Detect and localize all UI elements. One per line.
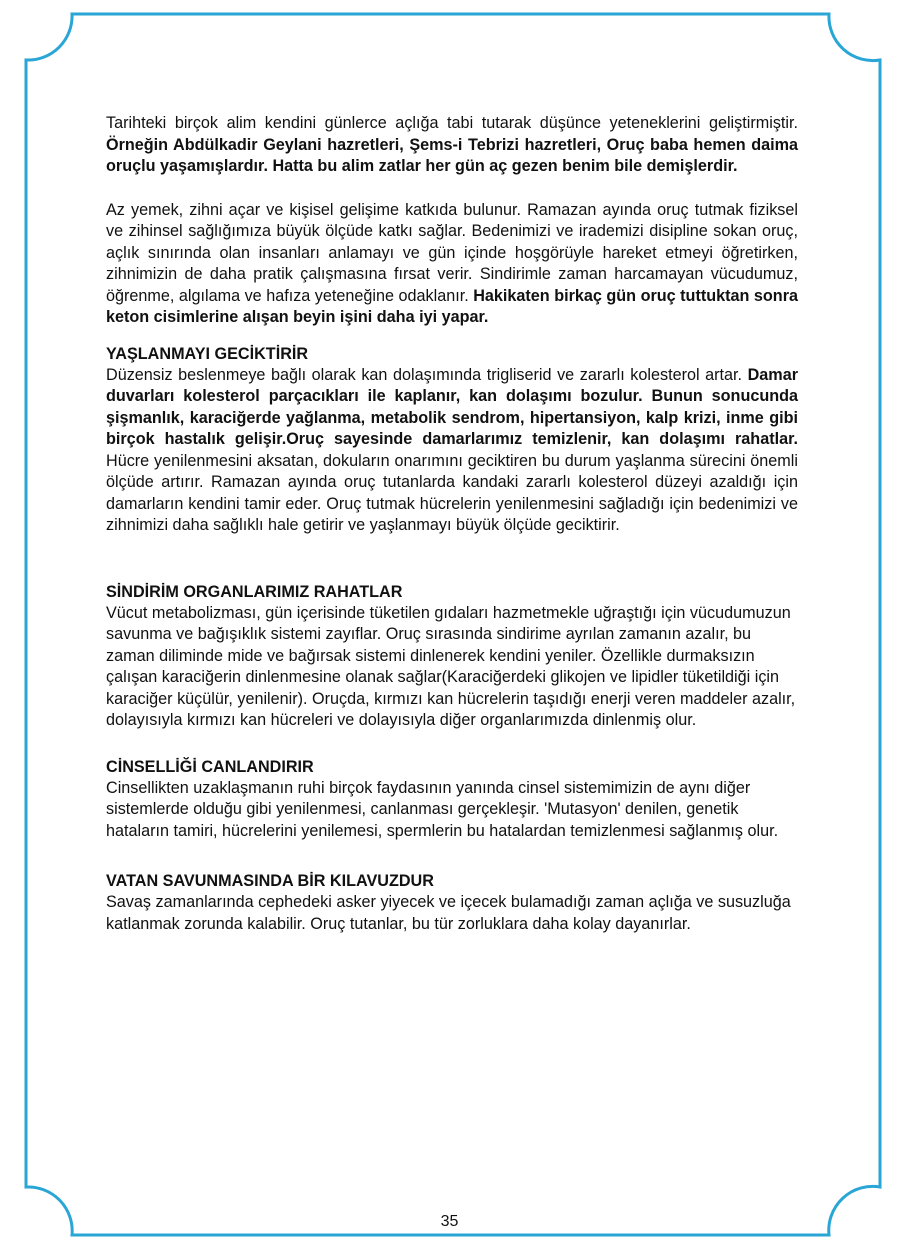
section-heading-sexuality: CİNSELLİĞİ CANLANDIRIR <box>106 757 314 776</box>
section-text-defense: Savaş zamanlarında cephedeki asker yiyecek ve içecek bulamadığı zaman açlığa ve susuzluğa katlanmak zorunda kalabilir. Oruç tutanlar, bu tür zorluklara daha kolay dayanırlar. <box>106 893 791 933</box>
page-number: 35 <box>440 1213 459 1230</box>
section-text-aging: Düzensiz beslenmeye bağlı olarak kan dolaşımında trigliserid ve zararlı kolesterol artar. Damar duvarları kolesterol parçacıkları ile kaplanır, kan dolaşımı bozulur. Bunun sonucunda şişmanlık, karaciğerde yağlanma, metabolik sendrom, hipertansiyon, kalp krizi, inme gibi birçok hastalık gelişir.Oruç sayesinde damarlarımız temizlenir, kan dolaşımı rahatlar. Hücre yenilenmesini aksatan, dokuların onarımını geciktiren bu durum yaşlanma sürecini önemli ölçüde artırır. Ramazan ayında oruç tutanlarda kandaki zararlı kolesterol düzeyi azaldığı için damarların kendini tamir eder. Oruç tutmak hücrelerin yenilenmesini sağladığı için bedenimizi ve zihnimizi daha sağlıklı hale getirir ve yaşlanmayı büyük ölçüde geciktirir. <box>106 365 798 534</box>
page-content <box>106 113 798 935</box>
intro-paragraph-2: Az yemek, zihni açar ve kişisel gelişime katkıda bulunur. Ramazan ayında oruç tutmak fiziksel ve zihinsel sağlığımıza büyük ölçüde katkı sağlar. Bedenimizi ve irademizi disipline sokan oruç, açlık sınırında olan insanları anlamayı ve gün içinde hoşgörüyle hareket etmeyi öğretirken, zihnimizin de daha pratik çalışmasına fırsat verir. Sindirimle zaman harcamayan vücudumuz, öğrenme, algılama ve hafıza yeteneğine odaklanır. Hakikaten birkaç gün oruç tuttuktan sonra keton cisimlerine alışan beyin işini daha iyi yapar. <box>106 200 798 326</box>
section-text-digestion: Vücut metabolizması, gün içerisinde tüketilen gıdaları hazmetmekle uğraştığı için vücudumuzun savunma ve bağışıklık sistemi zayıflar. Oruç sırasında sindirime ayrılan zamanın azalır, bu zaman diliminde mide ve bağırsak sistemi dinlenerek kendini yeniler. Özellikle durmaksızın çalışan karaciğerin dinlenmesine olanak sağlar(Karaciğerdeki glikojen ve lipidler tüketildiği için karaciğer küçülür, yenilenir). Oruçda, kırmızı kan hücrelerin taşıdığı enerji veren maddeler azalır, dolayısıyla kırmızı kan hücreleri ve dolayısıyla diğer organlarımızda dinlenmiş olur. <box>106 603 796 729</box>
section-heading-aging: YAŞLANMAYI GECİKTİRİR <box>106 344 309 363</box>
section-heading-digestion: SİNDİRİM ORGANLARIMIZ RAHATLAR <box>106 582 403 601</box>
section-heading-defense: VATAN SAVUNMASINDA BİR KILAVUZDUR <box>106 872 434 890</box>
intro-paragraph-1: Tarihteki birçok alim kendini günlerce açlığa tabi tutarak düşünce yeteneklerini geliştirmiştir. Örneğin Abdülkadir Geylani hazretleri, Şems-i Tebrizi hazretleri, Oruç baba hemen daima oruçlu yaşamışlardır. Hatta bu alim zatlar her gün aç gezen benim bile demişlerdir. <box>106 114 798 175</box>
section-text-sexuality: Cinsellikten uzaklaşmanın ruhi birçok faydasının yanında cinsel sistemimizin de aynı diğer sistemlerde olduğu gibi yenilenmesi, canlanması gerçekleşir. 'Mutasyon' denilen, genetik hataların tamiri, hücrelerini yenilemesi, spermlerin bu hatalardan temizlenmesi sağlanmış olur. <box>106 778 779 840</box>
